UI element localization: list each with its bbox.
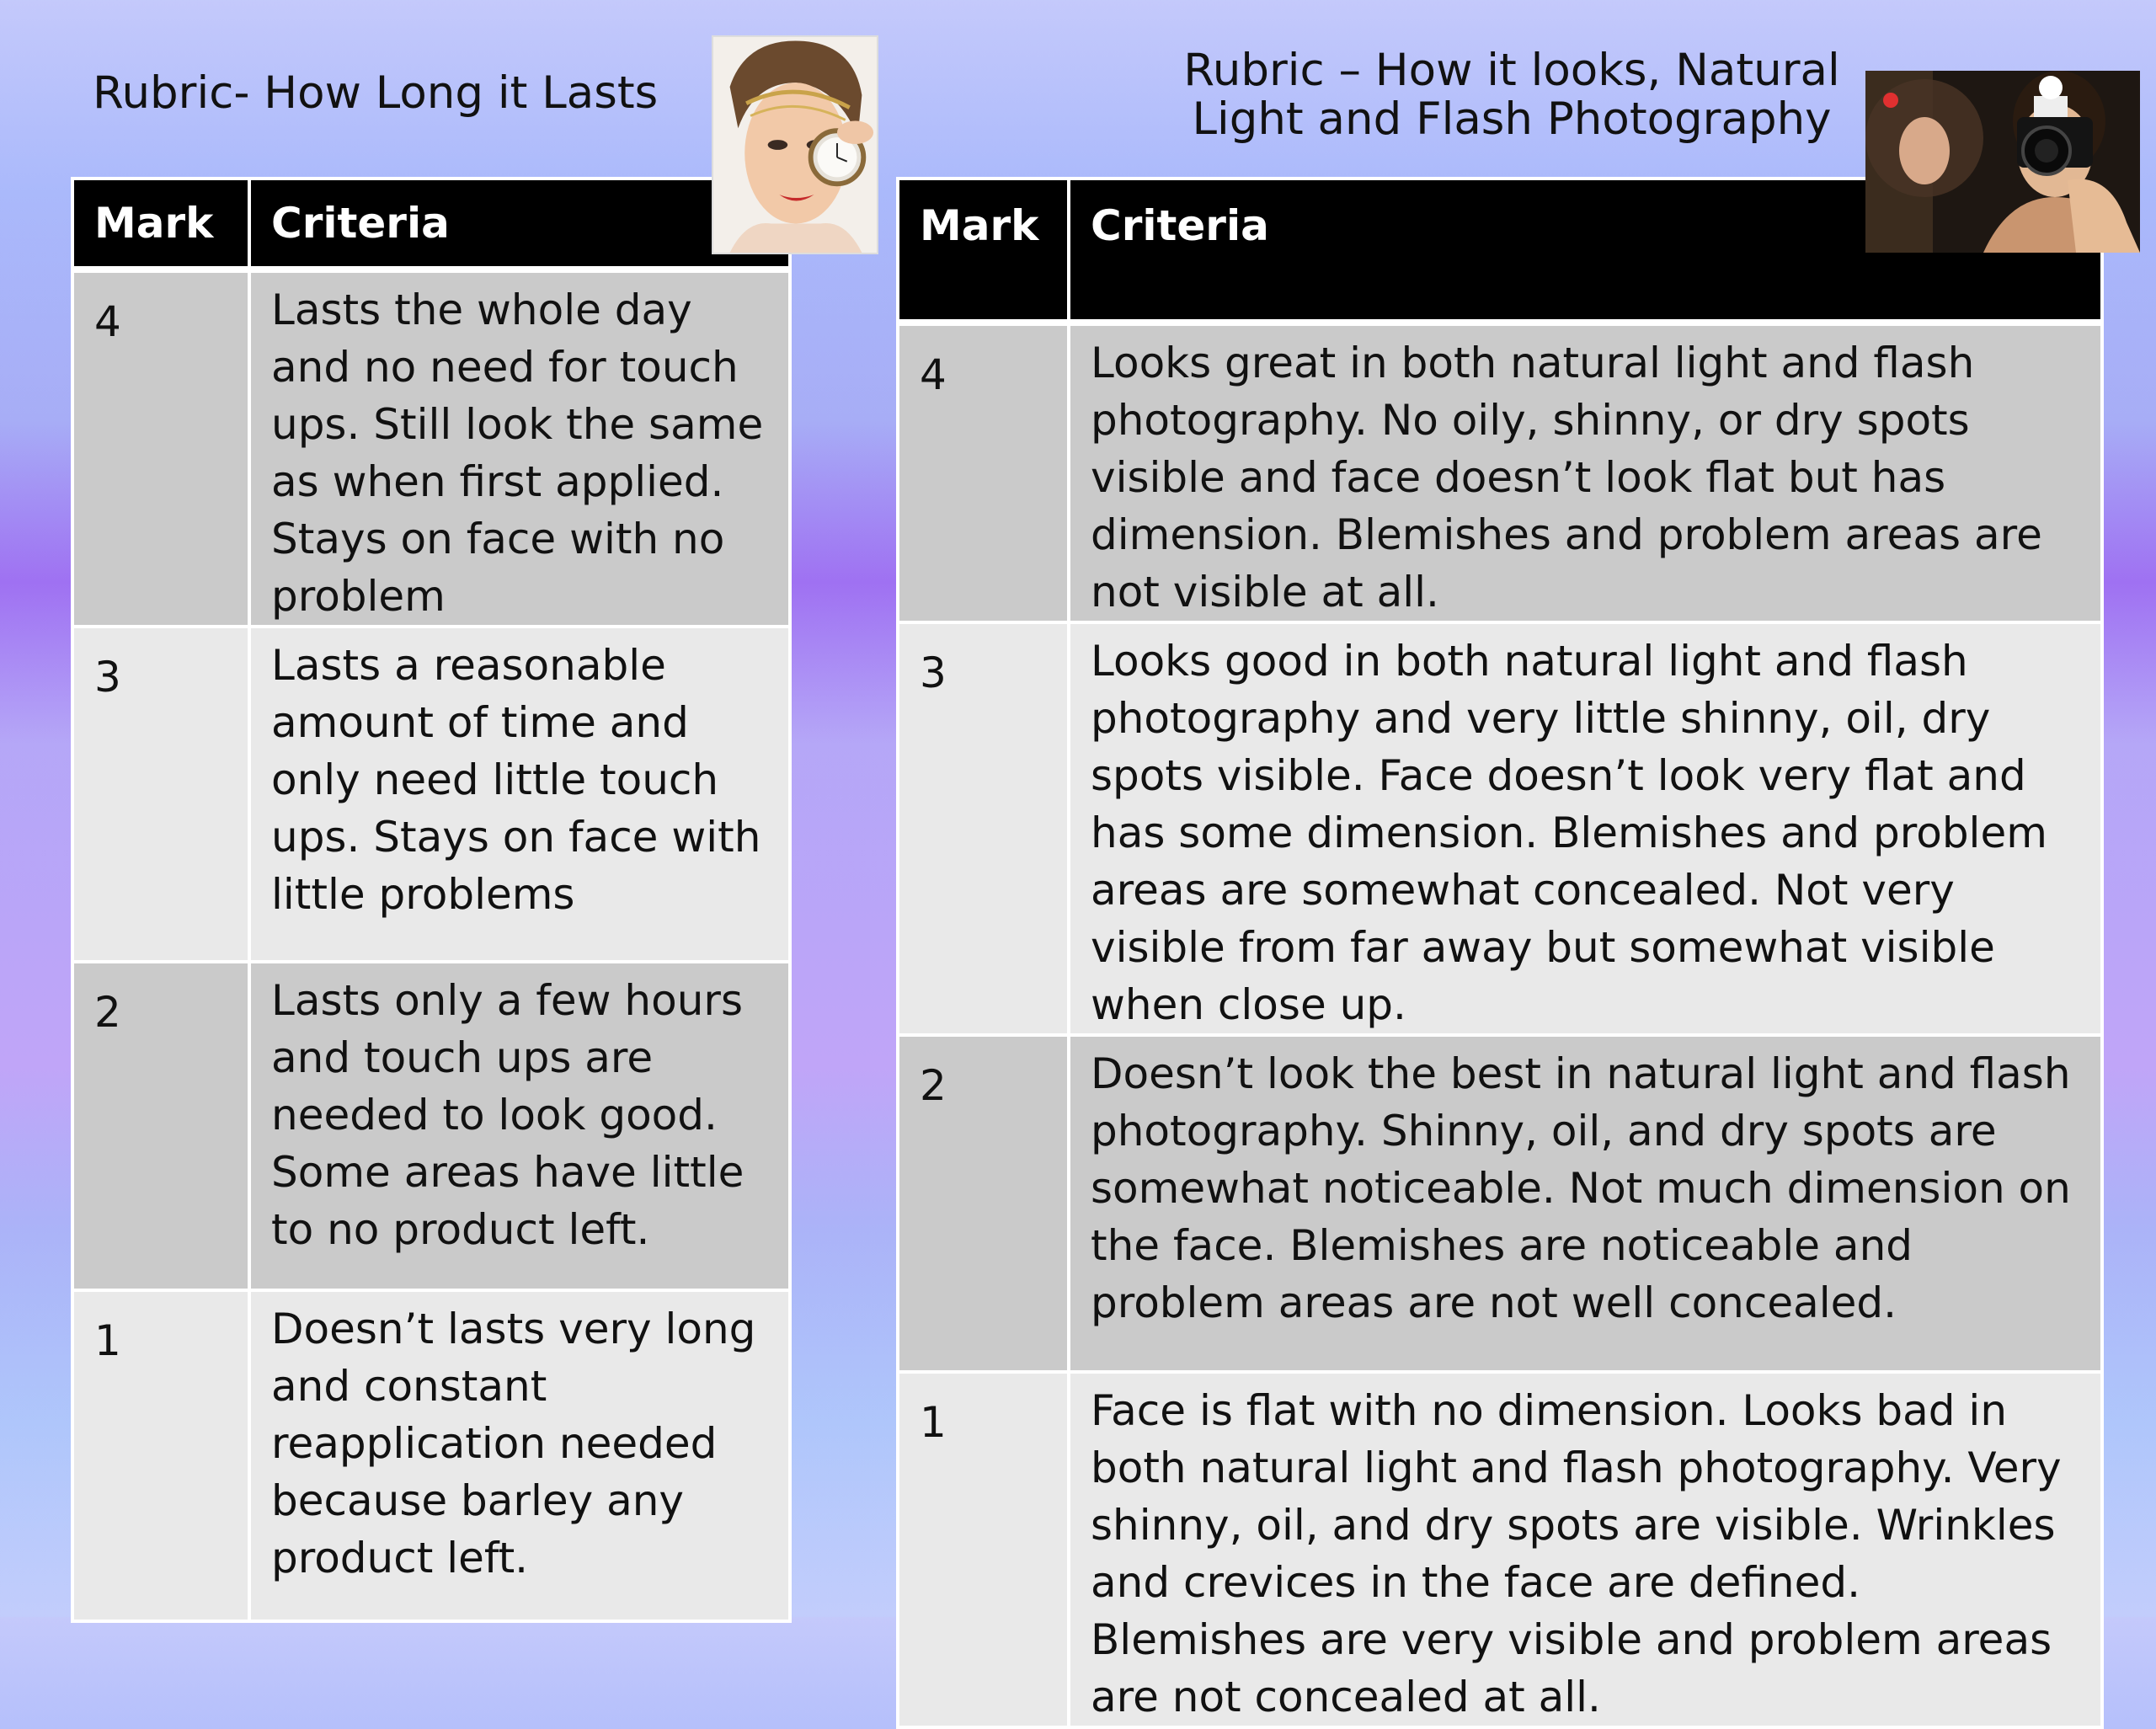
photographer-with-camera-photo [1865,71,2140,253]
criteria-cell: Lasts a reasonable amount of time and only need little touch ups. Stays on face with little problems [249,627,790,962]
right-rubric-title: Rubric – How it looks, Natural Light and Flash Photography [1183,45,1840,145]
left-rubric-title: Rubric- How Long it Lasts [93,67,659,119]
mark-cell: 3 [898,622,1069,1035]
mark-cell: 1 [898,1372,1069,1727]
criteria-column-header: Criteria [1069,179,2102,323]
criteria-column-header: Criteria [249,179,790,269]
criteria-cell: Lasts the whole day and no need for touch ups. Still look the same as when first applied. Stays on face with no problem [249,269,790,627]
mark-column-header: Mark [72,179,249,269]
table-row [898,1035,2102,1372]
table-row [898,1372,2102,1727]
table-row [72,962,790,1290]
mark-cell: 3 [72,627,249,962]
mark-cell: 2 [898,1035,1069,1372]
table-header-row [72,179,790,269]
criteria-cell: Face is flat with no dimension. Looks bad in both natural light and flash photography. Very shinny, oil, and dry spots are visible. Wrinkles and crevices in the face are defined. Blemishes are very visible and problem areas are not concealed at all. [1069,1372,2102,1727]
mark-cell: 1 [72,1290,249,1621]
criteria-cell: Looks great in both natural light and flash photography. No oily, shinny, or dry spots visible and face doesn’t look flat but has dimension. Blemishes and problem areas are not visible at all. [1069,323,2102,622]
table-row [72,269,790,627]
table-row [72,627,790,962]
table-row [898,323,2102,622]
how-it-looks-table [896,177,2104,1729]
mark-cell: 4 [72,269,249,627]
woman-with-pocket-watch-photo [712,35,878,254]
criteria-cell: Looks good in both natural light and flash photography and very little shinny, oil, dry spots visible. Face doesn’t look very flat and has some dimension. Blemishes and problem areas are somewhat concealed. Not very visible from far away but somewhat visible when close up. [1069,622,2102,1035]
criteria-cell: Doesn’t lasts very long and constant reapplication needed because barley any product left. [249,1290,790,1621]
how-long-it-lasts-table [71,177,792,1623]
table-row [898,622,2102,1035]
mark-column-header: Mark [898,179,1069,323]
criteria-cell: Doesn’t look the best in natural light and flash photography. Shinny, oil, and dry spots are somewhat noticeable. Not much dimension on the face. Blemishes are noticeable and problem areas are not well concealed. [1069,1035,2102,1372]
table-row [72,1290,790,1621]
criteria-cell: Lasts only a few hours and touch ups are needed to look good. Some areas have little to no product left. [249,962,790,1290]
mark-cell: 2 [72,962,249,1290]
mark-cell: 4 [898,323,1069,622]
